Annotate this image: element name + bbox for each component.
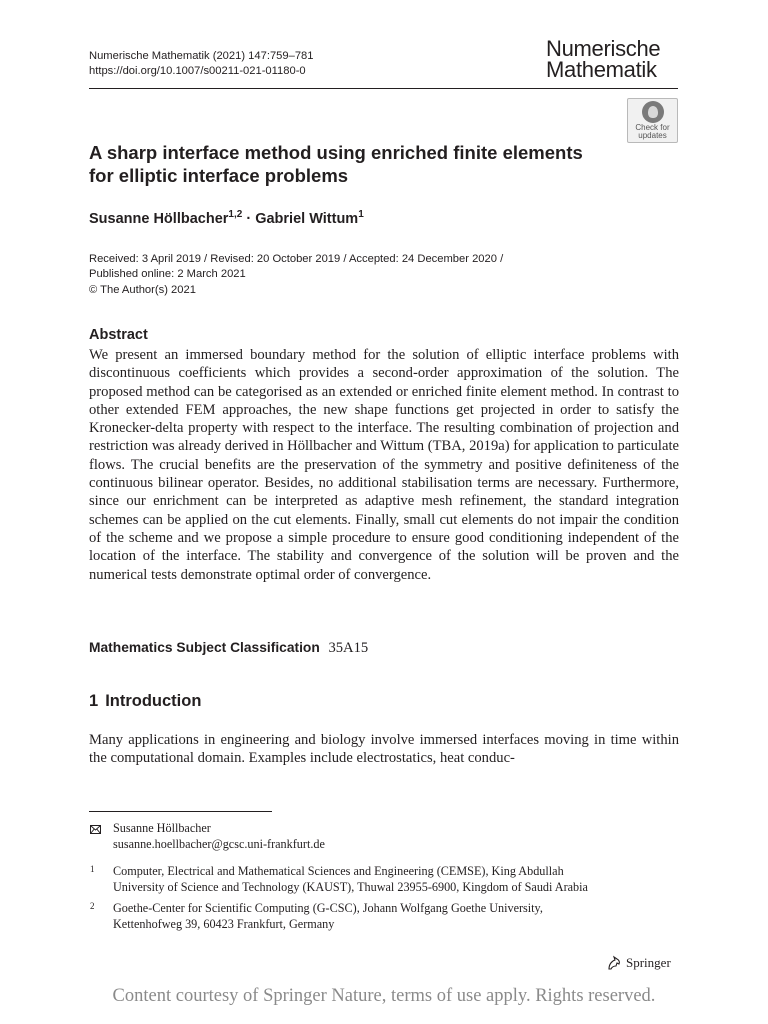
corresponding-email[interactable]: susanne.hoellbacher@gcsc.uni-frankfurt.de xyxy=(113,836,325,851)
author-affiliation-sup: 1 xyxy=(358,209,364,220)
bookmark-icon xyxy=(642,101,664,123)
journal-logo-line2: Mathematik xyxy=(546,57,657,82)
corresponding-name: Susanne Höllbacher xyxy=(113,821,211,835)
corresponding-author xyxy=(113,821,325,852)
author-separator: · xyxy=(242,210,256,227)
section-heading xyxy=(89,692,201,711)
copyright-line: © The Author(s) 2021 xyxy=(89,283,196,296)
affiliation-number: 1 xyxy=(90,864,95,874)
dates-line1: Received: 3 April 2019 / Revised: 20 October 2019 / Accepted: 24 December 2020 / xyxy=(89,253,504,265)
journal-logo-line1: Numerische xyxy=(546,36,661,61)
springer-horse-icon xyxy=(606,955,622,971)
title-line2: for elliptic interface problems xyxy=(89,165,349,186)
abstract-text: We present an immersed boundary method for the solution of elliptic interface problems with discontinuous coefficients which provides a second-order approximation of the solution. The proposed method can be categorised as an extended or enriched finite element method. In contrast to other extended FEM approaches, the new shape functions get projected in order to satisfy the Kronecker-delta property with respect to the interface. The resulting combination of projection and restriction was already derived in Höllbacher and Wittum (TBA, 2019a) for application to particulate flows. The crucial benefits are the preservation of the symmetry and positive definiteness of the continuous bilinear operator. Besides, no additional stabilisation terms are necessary. Furthermore, since our enrichment can be interpreted as adaptive mesh refinement, the standard integration schemes can be applied on the cut elements. Finally, small cut elements do not impair the condition of the scheme and we propose a simple procedure to ensure good conditioning independent of the location of the interface. The stability and convergence of the solution will be proven and the numerical tests demonstrate optimal order of convergence. xyxy=(89,347,679,583)
watermark: Content courtesy of Springer Nature, terms of use apply. Rights reserved. xyxy=(112,986,656,1006)
check-updates-label xyxy=(628,124,677,140)
msc-line xyxy=(89,640,368,657)
doi-link[interactable]: https://doi.org/10.1007/s00211-021-01180-0 xyxy=(89,65,306,77)
author-list xyxy=(89,209,364,227)
affiliation-line: Goethe-Center for Scientific Computing (G-CSC), Johann Wolfgang Goethe University, xyxy=(113,901,543,915)
author-name[interactable]: Gabriel Wittum xyxy=(255,210,359,227)
affiliation-item xyxy=(113,901,543,932)
footnote-rule xyxy=(89,811,272,812)
author-affiliation-sup: 1,2 xyxy=(228,209,243,220)
affiliation-number: 2 xyxy=(90,901,95,911)
journal-citation xyxy=(89,49,314,79)
paper-title xyxy=(89,141,619,187)
journal-logo xyxy=(546,38,660,80)
envelope-icon xyxy=(90,825,101,834)
affiliation-line: Kettenhofweg 39, 60423 Frankfurt, Germany xyxy=(113,916,335,931)
affiliation-item xyxy=(113,864,588,895)
publication-dates xyxy=(89,252,503,298)
section-title: Introduction xyxy=(105,692,202,710)
check-updates-line2: updates xyxy=(638,131,667,140)
check-for-updates-badge[interactable] xyxy=(627,98,678,143)
abstract-heading: Abstract xyxy=(89,327,148,343)
dates-line2: Published online: 2 March 2021 xyxy=(89,268,246,281)
citation-line: Numerische Mathematik (2021) 147:759–781 xyxy=(89,50,314,62)
header-rule xyxy=(89,88,678,89)
affiliation-line: Computer, Electrical and Mathematical Sciences and Engineering (CEMSE), King Abdullah xyxy=(113,864,564,878)
msc-value: 35A15 xyxy=(328,640,369,656)
publisher-mark xyxy=(606,955,671,971)
check-updates-line1: Check for xyxy=(635,123,670,132)
introduction-text: Many applications in engineering and biology involve immersed interfaces moving in time within the computational domain. Examples include electrostatics, heat conduc- xyxy=(89,732,679,767)
section-number: 1 xyxy=(89,692,99,710)
publisher-name: Springer xyxy=(626,955,671,970)
title-line1: A sharp interface method using enriched finite elements xyxy=(89,142,583,163)
msc-label: Mathematics Subject Classification xyxy=(89,640,320,655)
author-name[interactable]: Susanne Höllbacher xyxy=(89,210,229,227)
affiliation-line: University of Science and Technology (KAUST), Thuwal 23955-6900, Kingdom of Saudi Arabia xyxy=(113,879,588,894)
